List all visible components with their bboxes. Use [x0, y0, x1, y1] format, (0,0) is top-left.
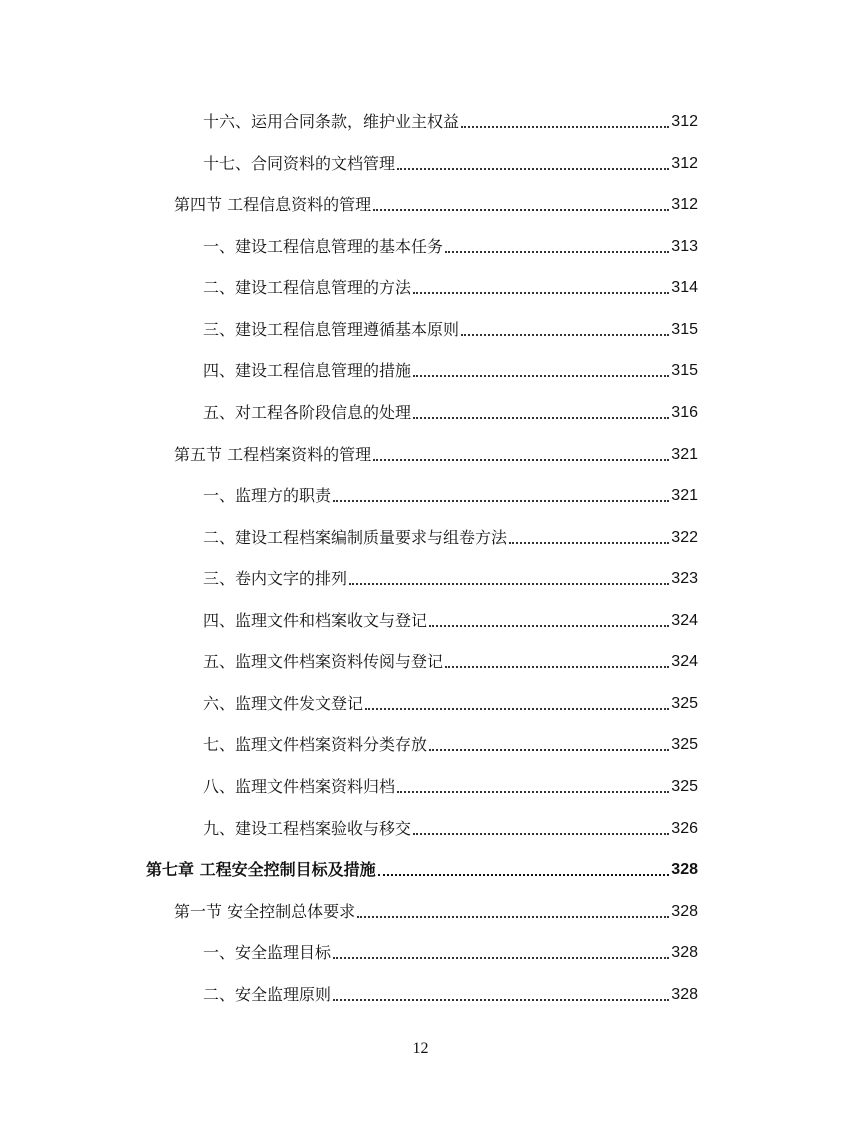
toc-entry-label: 二、建设工程信息管理的方法: [203, 278, 412, 297]
toc-entry-label: 四、监理文件和档案收文与登记: [203, 611, 428, 630]
dot-leader: [365, 708, 669, 710]
toc-entry[interactable]: [203, 351, 698, 381]
toc-entry-label: 二、建设工程档案编制质量要求与组卷方法: [203, 528, 508, 547]
dot-leader: [378, 874, 670, 876]
toc-entry[interactable]: [203, 268, 698, 298]
toc-entry-page: 326: [671, 820, 698, 837]
toc-entry-page: 323: [671, 570, 698, 587]
toc-entry-page: 328: [671, 903, 698, 920]
dot-leader: [373, 209, 669, 211]
dot-leader: [429, 625, 669, 627]
dot-leader: [413, 417, 669, 419]
dot-leader: [333, 500, 669, 502]
toc-entry-page: 325: [671, 736, 698, 753]
dot-leader: [413, 833, 669, 835]
toc-entry[interactable]: [203, 102, 698, 132]
dot-leader: [349, 583, 669, 585]
toc-entry-page: 315: [671, 321, 698, 338]
dot-leader: [429, 749, 669, 751]
toc-entry[interactable]: [203, 393, 698, 423]
toc-entry-label: 第五节 工程档案资料的管理: [174, 445, 372, 464]
toc-entry-label: 二、安全监理原则: [203, 985, 332, 1004]
toc-entry-label: 五、对工程各阶段信息的处理: [203, 403, 412, 422]
toc-entry-page: 325: [671, 778, 698, 795]
dot-leader: [461, 334, 669, 336]
dot-leader: [333, 999, 669, 1001]
toc-entry[interactable]: [203, 642, 698, 672]
toc-entry[interactable]: [203, 725, 698, 755]
toc-entry-label: 六、监理文件发文登记: [203, 694, 364, 713]
toc-entry[interactable]: [203, 767, 698, 797]
toc-chapter-entry[interactable]: [146, 850, 698, 880]
dot-leader: [461, 126, 669, 128]
toc-entry[interactable]: [203, 933, 698, 963]
toc-entry-label: 七、监理文件档案资料分类存放: [203, 735, 428, 754]
toc-entry-label: 九、建设工程档案验收与移交: [203, 819, 412, 838]
toc-entry[interactable]: [203, 518, 698, 548]
toc-section-entry[interactable]: [174, 892, 698, 922]
toc-entry-label: 四、建设工程信息管理的措施: [203, 361, 412, 380]
toc-entry[interactable]: [203, 476, 698, 506]
toc-entry-page: 328: [671, 944, 698, 961]
toc-entry-label: 三、建设工程信息管理遵循基本原则: [203, 320, 460, 339]
dot-leader: [509, 542, 669, 544]
toc-entry-page: 316: [671, 404, 698, 421]
toc-entry-label: 八、监理文件档案资料归档: [203, 777, 396, 796]
dot-leader: [413, 375, 669, 377]
toc-entry[interactable]: [203, 684, 698, 714]
dot-leader: [397, 791, 669, 793]
toc-entry-page: 324: [671, 612, 698, 629]
toc-entry-label: 三、卷内文字的排列: [203, 569, 348, 588]
toc-entry[interactable]: [203, 601, 698, 631]
toc-entry-label: 第四节 工程信息资料的管理: [174, 195, 372, 214]
toc-entry-label: 一、安全监理目标: [203, 943, 332, 962]
toc-entry[interactable]: [203, 310, 698, 340]
toc-entry-page: 328: [671, 861, 698, 878]
toc-entry-page: 312: [671, 155, 698, 172]
toc-section-entry[interactable]: [174, 185, 698, 215]
toc-entry[interactable]: [203, 975, 698, 1005]
toc-entry[interactable]: [203, 559, 698, 589]
toc-entry-label: 十六、运用合同条款，维护业主权益: [203, 112, 460, 131]
dot-leader: [413, 292, 669, 294]
toc-entry-page: 315: [671, 362, 698, 379]
toc-entry-page: 312: [671, 113, 698, 130]
toc-entry-page: 324: [671, 653, 698, 670]
toc-entry-page: 321: [671, 446, 698, 463]
dot-leader: [357, 916, 669, 918]
toc-entry-page: 312: [671, 196, 698, 213]
toc-entry[interactable]: [203, 227, 698, 257]
toc-entry-page: 322: [671, 529, 698, 546]
toc-entry-label: 一、建设工程信息管理的基本任务: [203, 237, 444, 256]
dot-leader: [333, 957, 669, 959]
page-number: 12: [412, 1040, 429, 1057]
toc-entry-label: 第七章 工程安全控制目标及措施: [146, 860, 376, 879]
toc-entry-label: 五、监理文件档案资料传阅与登记: [203, 652, 444, 671]
dot-leader: [445, 666, 669, 668]
dot-leader: [373, 459, 669, 461]
toc-entry-label: 十七、合同资料的文档管理: [203, 154, 396, 173]
dot-leader: [397, 168, 669, 170]
toc-entry-page: 313: [671, 238, 698, 255]
toc-entry-page: 328: [671, 986, 698, 1003]
toc-entry-page: 325: [671, 695, 698, 712]
toc-entry-label: 第一节 安全控制总体要求: [174, 902, 356, 921]
toc-entry-page: 314: [671, 279, 698, 296]
toc-entry[interactable]: [203, 809, 698, 839]
toc-entry[interactable]: [203, 144, 698, 174]
dot-leader: [445, 251, 669, 253]
toc-section-entry[interactable]: [174, 435, 698, 465]
toc-entry-page: 321: [671, 487, 698, 504]
toc-entry-label: 一、监理方的职责: [203, 486, 332, 505]
